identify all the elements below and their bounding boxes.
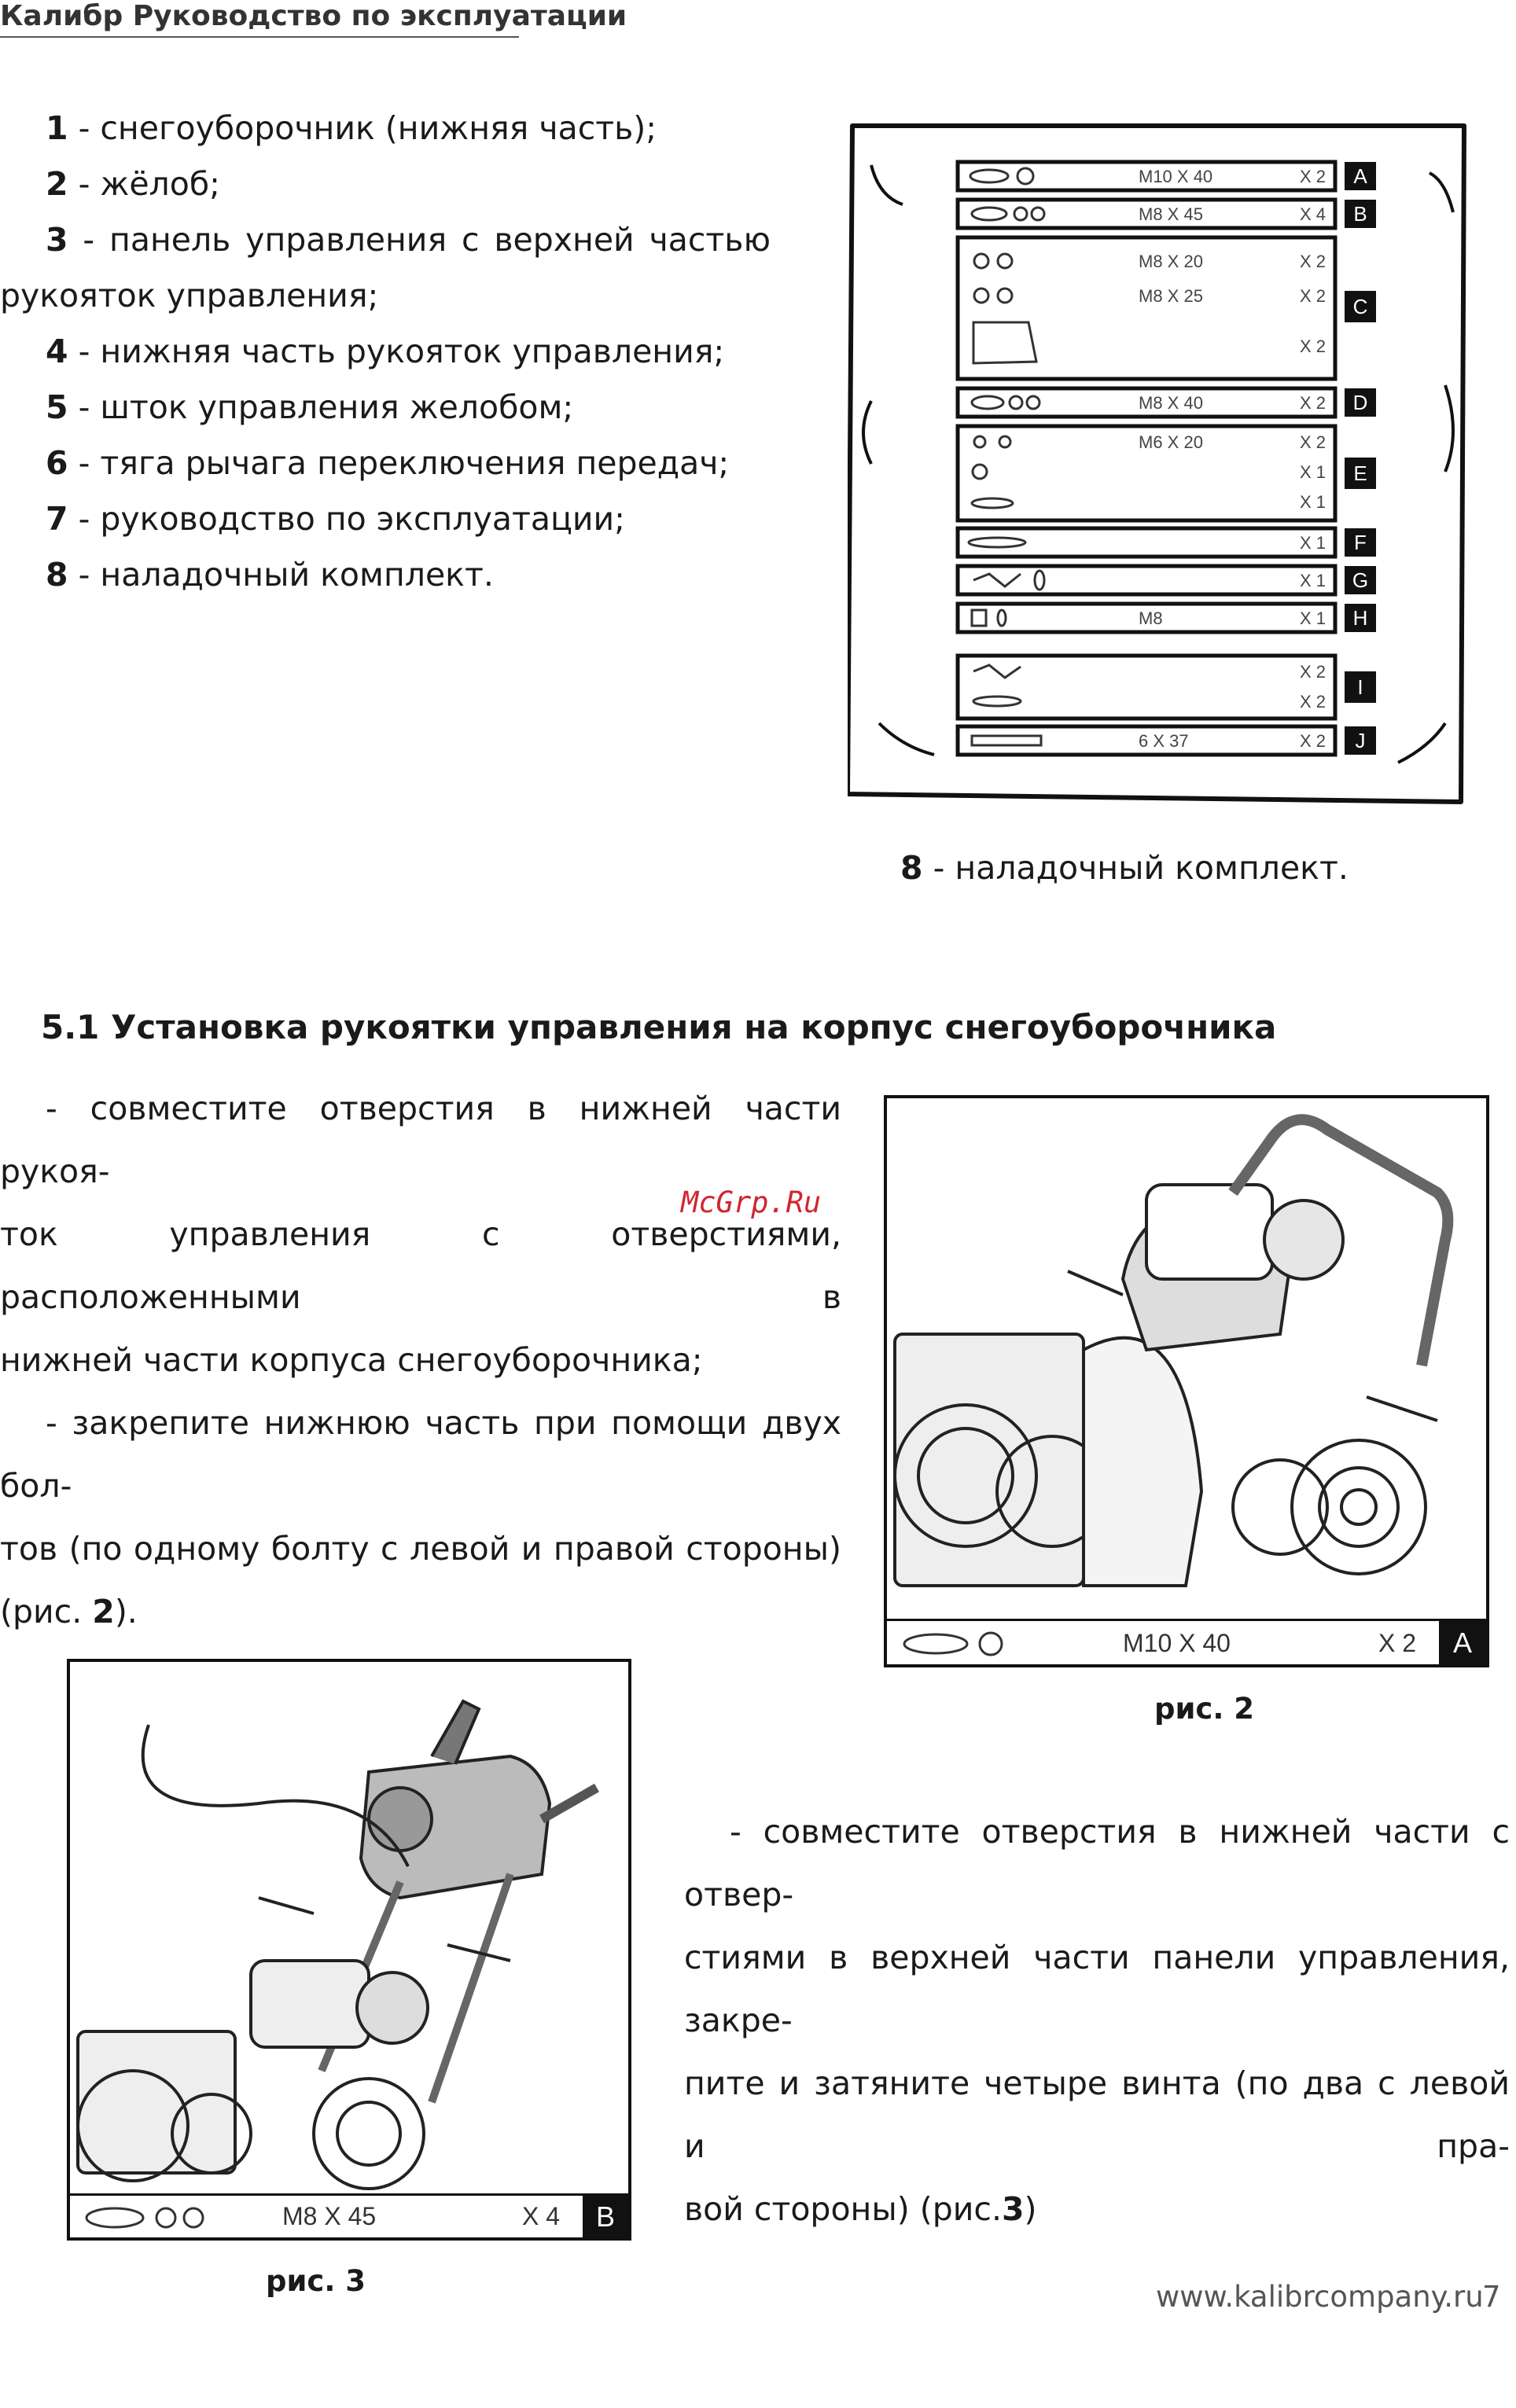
figure-2 (884, 1095, 1489, 1667)
fig2-letter-badge: A (1439, 1621, 1486, 1664)
hardware-kit-bag-illustration (848, 118, 1469, 810)
kit-size-a: M10 X 40 (1139, 167, 1213, 186)
kit-qty-e3: X 1 (1300, 492, 1326, 512)
kit-qty-h: X 1 (1300, 608, 1326, 628)
instruction-paragraph-1: - совместите отверстия в нижней части рукоя- ток управления с отверстиями, расположенными в нижней части корпуса снегоуборочника; - закрепите нижнюю часть при помощи двух бол- тов (по одному болту с левой и правой стороны) (рис. 2). (0, 1090, 841, 1630)
kit-qty-c2: X 2 (1300, 286, 1326, 306)
list-item: 2 - жёлоб; (46, 165, 220, 203)
fig2-size-label: M10 X 40 (1123, 1629, 1231, 1657)
fig3-qty-label: X 4 (522, 2202, 561, 2230)
kit-size-d: M8 X 40 (1139, 393, 1203, 413)
kit-qty-c1: X 2 (1300, 252, 1326, 271)
kit-qty-f: X 1 (1300, 533, 1326, 553)
snowblower-handle-illustration (887, 1098, 1486, 1617)
instruction-paragraph-2: - совместите отверстия в нижней части с отвер- стиями в верхней части панели управления, закре- пите и затяните четыре винта (по два с левой и пра- вой стороны) (рис.3) (684, 1813, 1510, 2228)
kit-letter-b: B (1353, 202, 1367, 226)
kit-qty-e2: X 1 (1300, 462, 1326, 482)
fig2-caption: рис. 2 (1154, 1692, 1255, 1726)
bolt-washer-icon (79, 2198, 213, 2237)
kit-letter-i: I (1357, 675, 1363, 699)
kit-size-c2: M8 X 25 (1139, 286, 1203, 306)
footer-url[interactable]: www.kalibrcompany.ru (1156, 2280, 1484, 2314)
fig3-hardware-bar (70, 2193, 628, 2237)
kit-letter-j: J (1355, 729, 1366, 752)
kit-size-e: M6 X 20 (1139, 432, 1203, 452)
page-number: 7 (1482, 2280, 1501, 2314)
kit-qty-a: X 2 (1300, 167, 1326, 186)
list-item: 6 - тяга рычага переключения передач; (46, 444, 730, 482)
fig3-letter-badge: B (583, 2196, 628, 2237)
figure-3 (67, 1659, 631, 2241)
kit-qty-c3: X 2 (1300, 336, 1326, 356)
kit-letter-g: G (1352, 568, 1369, 592)
kit-letter-a: A (1353, 164, 1367, 188)
kit-qty-g: X 1 (1300, 571, 1326, 590)
kit-size-j: 6 X 37 (1139, 731, 1189, 751)
list-item: 8 - наладочный комплект. (46, 556, 494, 594)
kit-size-h: M8 (1139, 608, 1163, 628)
parts-list (0, 101, 771, 603)
kit-qty-i2: X 2 (1300, 692, 1326, 711)
kit-letter-e: E (1353, 461, 1367, 485)
fig3-caption: рис. 3 (266, 2264, 366, 2298)
kit-qty-i1: X 2 (1300, 662, 1326, 682)
kit-qty-d: X 2 (1300, 393, 1326, 413)
section-title: 5.1 Установка рукоятки управления на корпус снегоуборочника (41, 1008, 1277, 1046)
header-underline (0, 36, 519, 38)
kit-letter-h: H (1352, 606, 1368, 630)
kit-letter-d: D (1352, 391, 1368, 414)
fig2-qty-label: X 2 (1378, 1629, 1417, 1657)
kit-size-b: M8 X 45 (1139, 204, 1203, 224)
list-item: 7 - руководство по эксплуатации; (46, 500, 625, 538)
list-item: 5 - шток управления желобом; (46, 388, 574, 426)
kit-letter-c: C (1352, 295, 1368, 318)
list-item: 3 - панель управления с верхней частью (46, 221, 771, 259)
watermark: McGrp.Ru (681, 1186, 822, 1219)
kit-qty-j: X 2 (1300, 731, 1326, 751)
list-item-continuation: рукояток управления; (0, 277, 379, 314)
fig3-size-label: M8 X 45 (282, 2202, 377, 2230)
list-item: 1 - снегоуборочник (нижняя часть); (46, 109, 657, 147)
kit-caption: 8 - наладочный комплект. (900, 849, 1349, 887)
kit-qty-b: X 4 (1300, 204, 1326, 224)
header-title: Калибр Руководство по эксплуатации (0, 0, 627, 32)
kit-qty-e1: X 2 (1300, 432, 1326, 452)
kit-rows (958, 162, 1376, 755)
kit-letter-f: F (1354, 531, 1367, 554)
list-item: 4 - нижняя часть рукояток управления; (46, 333, 725, 370)
fig2-hardware-bar (887, 1619, 1486, 1664)
control-panel-assembly-illustration (70, 1662, 628, 2197)
bolt-icon (896, 1624, 1014, 1664)
kit-size-c1: M8 X 20 (1139, 252, 1203, 271)
